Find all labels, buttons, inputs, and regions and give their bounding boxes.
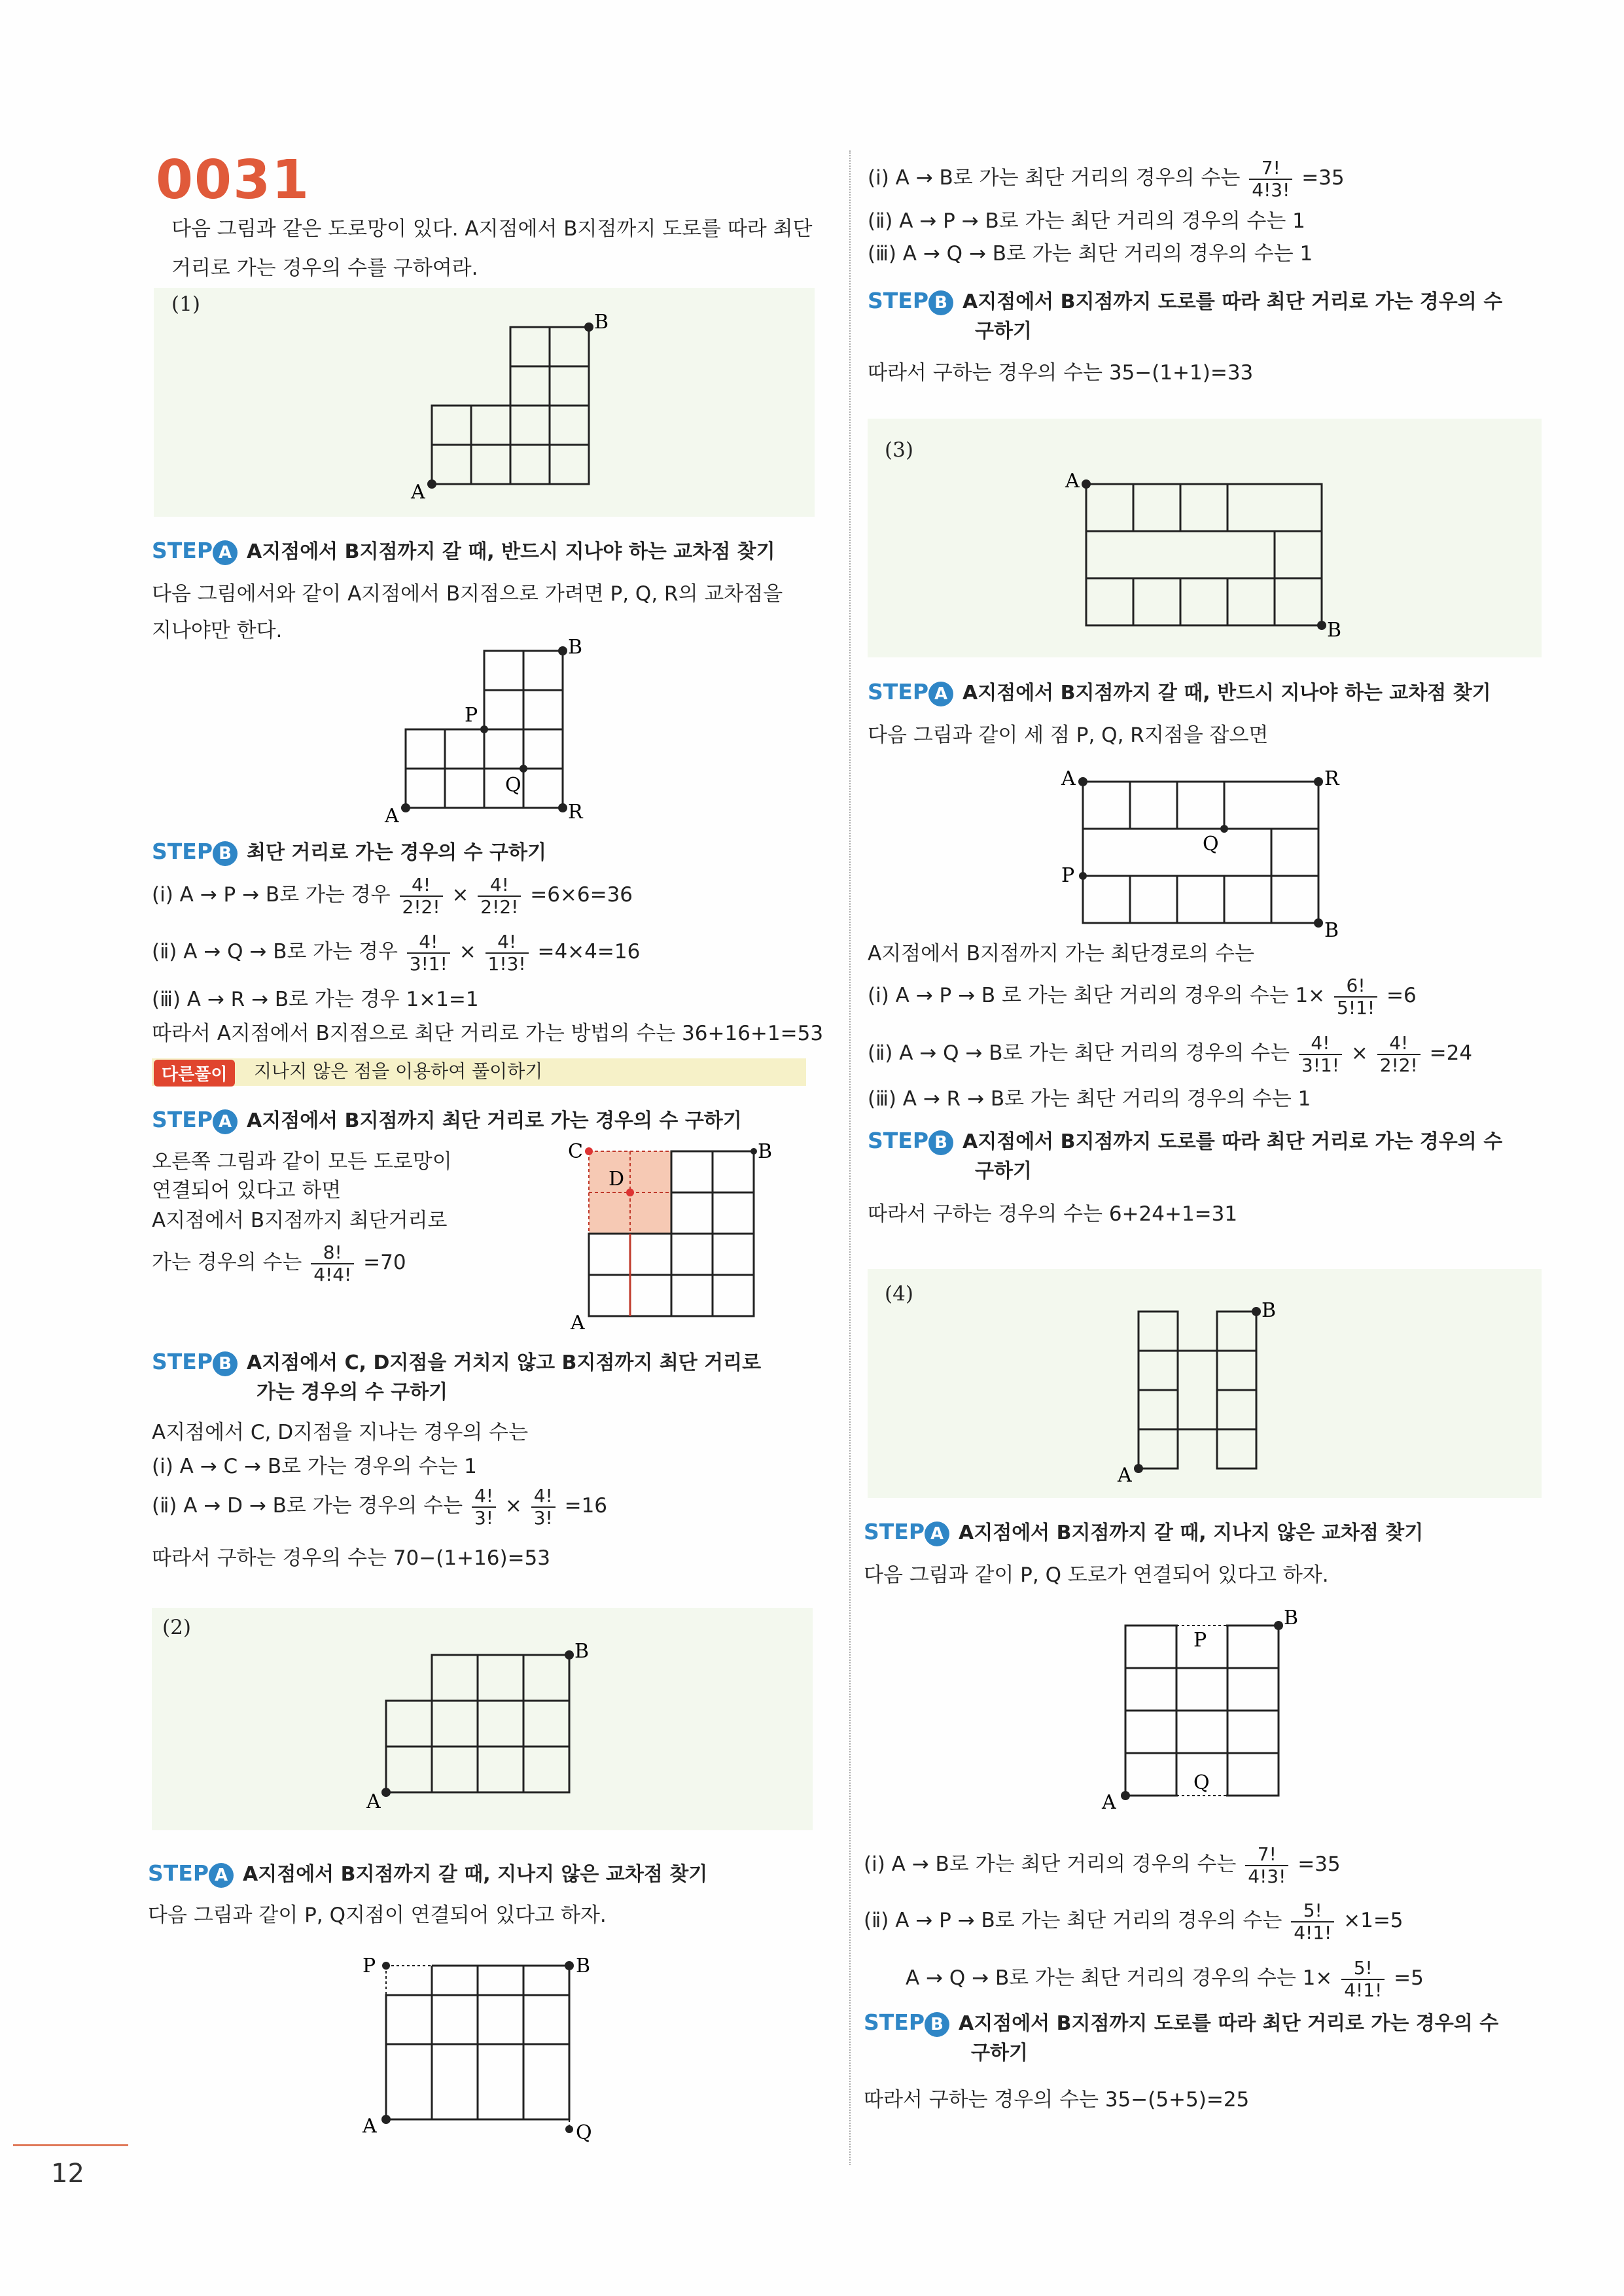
alt-ii bbox=[152, 1480, 607, 1532]
part1-line2-text: (ⅱ) A → Q → B로 가는 경우 bbox=[152, 940, 398, 964]
frac-num: 4! bbox=[531, 1486, 556, 1508]
part1-stepA-text-1: 다음 그림에서와 같이 A지점에서 B지점으로 가려면 P, Q, R의 교차점을 bbox=[152, 582, 783, 606]
part4-ii bbox=[864, 1894, 1403, 1947]
part3-pqr-label-A: A bbox=[1061, 767, 1076, 790]
alt-stepB-title-2: 가는 경우의 수 구하기 bbox=[256, 1381, 448, 1404]
part2-pq-label-P: P bbox=[362, 1955, 376, 1977]
fraction bbox=[1299, 1033, 1342, 1076]
part2-stepA bbox=[148, 1859, 707, 1889]
part3-label: (3) bbox=[885, 438, 913, 462]
step-tag: STEP bbox=[868, 288, 929, 313]
part1-pqr-figure bbox=[380, 638, 602, 827]
part1-line2-result: =4×4=16 bbox=[537, 940, 641, 964]
part4-stepA-title: A지점에서 B지점까지 갈 때, 지나지 않은 교차점 찾기 bbox=[959, 1522, 1424, 1544]
frac-den: 4!4! bbox=[313, 1263, 352, 1285]
part3-grid-figure bbox=[1060, 468, 1348, 644]
frac-num: 4! bbox=[407, 931, 450, 954]
part1-pqr-label-B: B bbox=[568, 638, 583, 659]
alt-count-result: =70 bbox=[363, 1251, 406, 1274]
step-tag: STEP bbox=[148, 1860, 209, 1886]
alt-ii-text: (ⅱ) A → D → B로 가는 경우의 수는 bbox=[152, 1494, 463, 1518]
fraction bbox=[400, 875, 443, 918]
frac-den: 3!1! bbox=[409, 952, 448, 975]
frac-den: 4!1! bbox=[1344, 1979, 1383, 2001]
part1-stepA-text-2: 지나야만 한다. bbox=[152, 619, 283, 642]
step-tag: STEP bbox=[868, 1128, 929, 1153]
part2-pq-label-Q: Q bbox=[576, 2121, 592, 2144]
alt-badge: 다른풀이 bbox=[154, 1060, 235, 1087]
part4-pq-label-P: P bbox=[1193, 1629, 1207, 1652]
fraction bbox=[1245, 1844, 1288, 1887]
frac-den: 4!3! bbox=[1248, 1865, 1286, 1887]
part1-line1-text: (ⅰ) A → P → B로 가는 경우 bbox=[152, 883, 391, 907]
part3-intro: A지점에서 B지점까지 가는 최단경로의 수는 bbox=[868, 942, 1254, 965]
step-circle: B bbox=[925, 2012, 949, 2037]
part4-stepA bbox=[864, 1518, 1423, 1548]
part4-stepB-2 bbox=[971, 2038, 1028, 2068]
part1-line3: (ⅲ) A → R → B로 가는 경우 1×1=1 bbox=[152, 988, 479, 1011]
alt-ii-result: =16 bbox=[564, 1494, 608, 1518]
part4-ii-text: (ⅱ) A → P → B로 가는 최단 거리의 경우의 수는 bbox=[864, 1909, 1282, 1932]
frac-num: 4! bbox=[1377, 1033, 1421, 1055]
fraction bbox=[485, 931, 529, 975]
alt-cd-text: A지점에서 C, D지점을 지나는 경우의 수는 bbox=[152, 1421, 529, 1444]
alt-stepB bbox=[152, 1348, 761, 1378]
frac-den: 3! bbox=[533, 1506, 553, 1529]
fraction bbox=[1334, 975, 1377, 1018]
times: × bbox=[451, 883, 469, 907]
step-circle: A bbox=[213, 540, 238, 565]
frac-num: 4! bbox=[485, 931, 529, 954]
part1-stepB bbox=[152, 837, 546, 867]
step-circle: B bbox=[213, 841, 238, 866]
frac-den: 2!2! bbox=[402, 896, 440, 918]
frac-den: 4!1! bbox=[1294, 1921, 1332, 1943]
step-circle: B bbox=[213, 1351, 238, 1376]
part3-pqr-label-B: B bbox=[1324, 919, 1339, 942]
alt-label-B: B bbox=[758, 1140, 773, 1163]
step-tag: STEP bbox=[868, 679, 929, 704]
part3-stepA-title: A지점에서 B지점까지 갈 때, 반드시 지나야 하는 교차점 찾기 bbox=[962, 682, 1491, 704]
step-tag: STEP bbox=[152, 1107, 213, 1132]
step-circle: B bbox=[928, 1130, 953, 1155]
frac-den: 1!3! bbox=[487, 952, 526, 975]
step-circle: A bbox=[928, 682, 953, 706]
fraction bbox=[1291, 1900, 1334, 1943]
part3-pqr-label-Q: Q bbox=[1203, 833, 1219, 856]
step-tag: STEP bbox=[864, 2009, 925, 2035]
alt-label-A: A bbox=[571, 1312, 585, 1334]
part3-stepB-title-2: 구하기 bbox=[975, 1160, 1032, 1183]
part2-right-i bbox=[868, 152, 1345, 204]
frac-num: 6! bbox=[1334, 975, 1377, 998]
part1-line1 bbox=[152, 869, 633, 921]
alt-count bbox=[152, 1236, 406, 1289]
alt-text-2: 연결되어 있다고 하면 bbox=[152, 1179, 342, 1202]
step-tag: STEP bbox=[152, 538, 213, 563]
alt-i: (ⅰ) A → C → B로 가는 경우의 수는 1 bbox=[152, 1455, 477, 1478]
part1-label: (1) bbox=[171, 292, 200, 316]
alt-text-3: A지점에서 B지점까지 최단거리로 bbox=[152, 1209, 448, 1232]
part3-stepB-2 bbox=[975, 1157, 1032, 1186]
part1-label-B: B bbox=[594, 311, 609, 334]
alt-result: 따라서 구하는 경우의 수는 70−(1+16)=53 bbox=[152, 1546, 550, 1570]
frac-den: 5!1! bbox=[1337, 996, 1375, 1018]
problem-text-2: 거리로 가는 경우의 수를 구하여라. bbox=[171, 256, 478, 280]
part3-stepA bbox=[868, 678, 1491, 708]
fraction bbox=[407, 931, 450, 975]
step-circle: A bbox=[213, 1109, 238, 1134]
part1-label-A: A bbox=[411, 481, 425, 504]
part3-i-result: =6 bbox=[1386, 984, 1417, 1007]
alt-label-D: D bbox=[609, 1168, 625, 1191]
part3-pqr-label-P: P bbox=[1061, 864, 1075, 887]
frac-den: 3!1! bbox=[1301, 1054, 1339, 1076]
alt-title: 지나지 않은 점을 이용하여 풀이하기 bbox=[254, 1060, 543, 1082]
page-number: 12 bbox=[51, 2159, 84, 2189]
part2-right-i-text: (ⅰ) A → B로 가는 최단 거리의 경우의 수는 bbox=[868, 166, 1241, 190]
part4-stepB-title-2: 구하기 bbox=[971, 2042, 1028, 2064]
fraction bbox=[1249, 158, 1292, 201]
frac-num: 5! bbox=[1291, 1900, 1334, 1922]
alt-stepB-2 bbox=[256, 1378, 448, 1407]
alt-cd-figure bbox=[563, 1138, 798, 1334]
part1-stepA bbox=[152, 536, 775, 566]
fraction bbox=[531, 1486, 556, 1529]
part1-line1-result: =6×6=36 bbox=[530, 883, 633, 907]
part3-pqr-label-R: R bbox=[1324, 767, 1339, 790]
part3-ii-result: =24 bbox=[1429, 1041, 1473, 1065]
step-tag: STEP bbox=[864, 1519, 925, 1544]
frac-den: 2!2! bbox=[1379, 1054, 1418, 1076]
times: × bbox=[459, 940, 476, 964]
part4-i-result: =35 bbox=[1297, 1852, 1341, 1876]
part1-stepB-title: 최단 거리로 가는 경우의 수 구하기 bbox=[247, 841, 546, 864]
alt-stepA-title: A지점에서 B지점까지 최단 거리로 가는 경우의 수 구하기 bbox=[247, 1109, 742, 1132]
part1-stepA-title: A지점에서 B지점까지 갈 때, 반드시 지나야 하는 교차점 찾기 bbox=[247, 540, 775, 563]
part2-stepB-title-2: 구하기 bbox=[975, 320, 1032, 343]
part1-pqr-label-R: R bbox=[568, 801, 583, 824]
part1-pqr-label-A: A bbox=[385, 805, 399, 827]
part3-stepB bbox=[868, 1126, 1502, 1157]
part2-grid-figure bbox=[366, 1642, 615, 1818]
part4-grid-figure bbox=[1112, 1298, 1309, 1488]
part1-pqr-label-P: P bbox=[465, 704, 478, 727]
part3-i-text: (ⅰ) A → P → B 로 가는 최단 거리의 경우의 수는 1× bbox=[868, 984, 1326, 1007]
part3-stepA-text: 다음 그림과 같이 세 점 P, Q, R지점을 잡으면 bbox=[868, 723, 1269, 747]
part2-stepB-2 bbox=[975, 317, 1032, 346]
part2-stepB bbox=[868, 287, 1502, 317]
part4-label-A: A bbox=[1118, 1464, 1132, 1487]
part4-pq-figure bbox=[1099, 1606, 1322, 1822]
alt-text-1: 오른쪽 그림과 같이 모든 도로망이 bbox=[152, 1150, 452, 1174]
part3-result: 따라서 구하는 경우의 수는 6+24+1=31 bbox=[868, 1202, 1238, 1226]
step-tag: STEP bbox=[152, 1349, 213, 1374]
frac-num: 4! bbox=[472, 1486, 496, 1508]
alt-count-text: 가는 경우의 수는 bbox=[152, 1251, 302, 1274]
column-divider bbox=[849, 150, 851, 2165]
part4-label-B: B bbox=[1262, 1299, 1277, 1322]
frac-num: 7! bbox=[1245, 1844, 1288, 1866]
part4-label: (4) bbox=[885, 1282, 913, 1306]
part2-label: (2) bbox=[162, 1616, 191, 1639]
part4-ii2-text: A → Q → B로 가는 최단 거리의 경우의 수는 1× bbox=[906, 1966, 1333, 1990]
part4-stepA-text: 다음 그림과 같이 P, Q 도로가 연결되어 있다고 하자. bbox=[864, 1563, 1329, 1587]
step-tag: STEP bbox=[152, 839, 213, 864]
alt-stepA bbox=[152, 1105, 742, 1136]
part2-pq-label-B: B bbox=[576, 1955, 591, 1977]
part4-ii2-result: =5 bbox=[1394, 1966, 1424, 1990]
alt-stepB-title-1: A지점에서 C, D지점을 거치지 않고 B지점까지 최단 거리로 bbox=[247, 1351, 762, 1374]
part3-i bbox=[868, 969, 1417, 1022]
frac-num: 4! bbox=[400, 875, 443, 897]
part4-pq-label-Q: Q bbox=[1193, 1771, 1210, 1794]
part3-stepB-title-1: A지점에서 B지점까지 도로를 따라 최단 거리로 가는 경우의 수 bbox=[962, 1130, 1503, 1153]
part3-label-B: B bbox=[1327, 619, 1342, 642]
alt-label-C: C bbox=[568, 1140, 583, 1163]
frac-den: 4!3! bbox=[1252, 179, 1290, 201]
step-circle: A bbox=[925, 1522, 949, 1546]
part2-label-A: A bbox=[366, 1790, 381, 1813]
part2-right-iii: (ⅲ) A → Q → B로 가는 최단 거리의 경우의 수는 1 bbox=[868, 242, 1313, 266]
times: × bbox=[1350, 1041, 1368, 1065]
part2-label-B: B bbox=[574, 1642, 590, 1663]
problem-number: 0031 bbox=[156, 149, 311, 211]
part2-stepA-text: 다음 그림과 같이 P, Q지점이 연결되어 있다고 하자. bbox=[148, 1904, 607, 1927]
part1-line2 bbox=[152, 926, 640, 978]
step-circle: A bbox=[209, 1863, 234, 1888]
part1-pqr-label-Q: Q bbox=[505, 774, 521, 797]
frac-num: 5! bbox=[1341, 1958, 1385, 1980]
part4-pq-label-B: B bbox=[1284, 1607, 1299, 1629]
times: × bbox=[504, 1494, 522, 1518]
frac-num: 7! bbox=[1249, 158, 1292, 180]
part3-ii bbox=[868, 1027, 1472, 1079]
part2-right-i-result: =35 bbox=[1301, 166, 1345, 190]
part2-pq-label-A: A bbox=[362, 2115, 377, 2138]
fraction bbox=[478, 875, 521, 918]
part4-i-text: (ⅰ) A → B로 가는 최단 거리의 경우의 수는 bbox=[864, 1852, 1237, 1876]
fraction bbox=[1341, 1958, 1385, 2001]
part2-pq-figure bbox=[360, 1953, 622, 2155]
fraction bbox=[1377, 1033, 1421, 1076]
part2-stepA-title: A지점에서 B지점까지 갈 때, 지나지 않은 교차점 찾기 bbox=[243, 1863, 708, 1886]
problem-text-1: 다음 그림과 같은 도로망이 있다. A지점에서 B지점까지 도로를 따라 최단 bbox=[171, 217, 813, 241]
part3-pqr-figure bbox=[1053, 765, 1341, 948]
fraction bbox=[311, 1242, 354, 1285]
page-number-rule bbox=[13, 2144, 128, 2146]
part4-ii-result: ×1=5 bbox=[1343, 1909, 1403, 1932]
part2-result: 따라서 구하는 경우의 수는 35−(1+1)=33 bbox=[868, 361, 1254, 385]
part4-ii2 bbox=[906, 1952, 1424, 2004]
part2-stepB-title-1: A지점에서 B지점까지 도로를 따라 최단 거리로 가는 경우의 수 bbox=[962, 290, 1503, 313]
part4-i bbox=[864, 1838, 1341, 1890]
part3-ii-text: (ⅱ) A → Q → B로 가는 최단 거리의 경우의 수는 bbox=[868, 1041, 1290, 1065]
frac-den: 2!2! bbox=[480, 896, 519, 918]
part4-stepB bbox=[864, 2008, 1498, 2038]
fraction bbox=[472, 1486, 496, 1529]
part3-label-A: A bbox=[1065, 470, 1080, 493]
frac-num: 4! bbox=[1299, 1033, 1342, 1055]
part4-pq-label-A: A bbox=[1102, 1791, 1116, 1814]
frac-num: 8! bbox=[311, 1242, 354, 1264]
step-circle: B bbox=[928, 290, 953, 315]
part3-iii: (ⅲ) A → R → B로 가는 최단 거리의 경우의 수는 1 bbox=[868, 1087, 1311, 1111]
frac-num: 4! bbox=[478, 875, 521, 897]
part4-stepB-title-1: A지점에서 B지점까지 도로를 따라 최단 거리로 가는 경우의 수 bbox=[959, 2012, 1499, 2035]
part1-grid-figure bbox=[393, 307, 628, 504]
part1-line4: 따라서 A지점에서 B지점으로 최단 거리로 가는 방법의 수는 36+16+1=53 bbox=[152, 1022, 824, 1045]
part4-result: 따라서 구하는 경우의 수는 35−(5+5)=25 bbox=[864, 2088, 1250, 2112]
part2-right-ii: (ⅱ) A → P → B로 가는 최단 거리의 경우의 수는 1 bbox=[868, 209, 1305, 233]
frac-den: 3! bbox=[474, 1506, 493, 1529]
